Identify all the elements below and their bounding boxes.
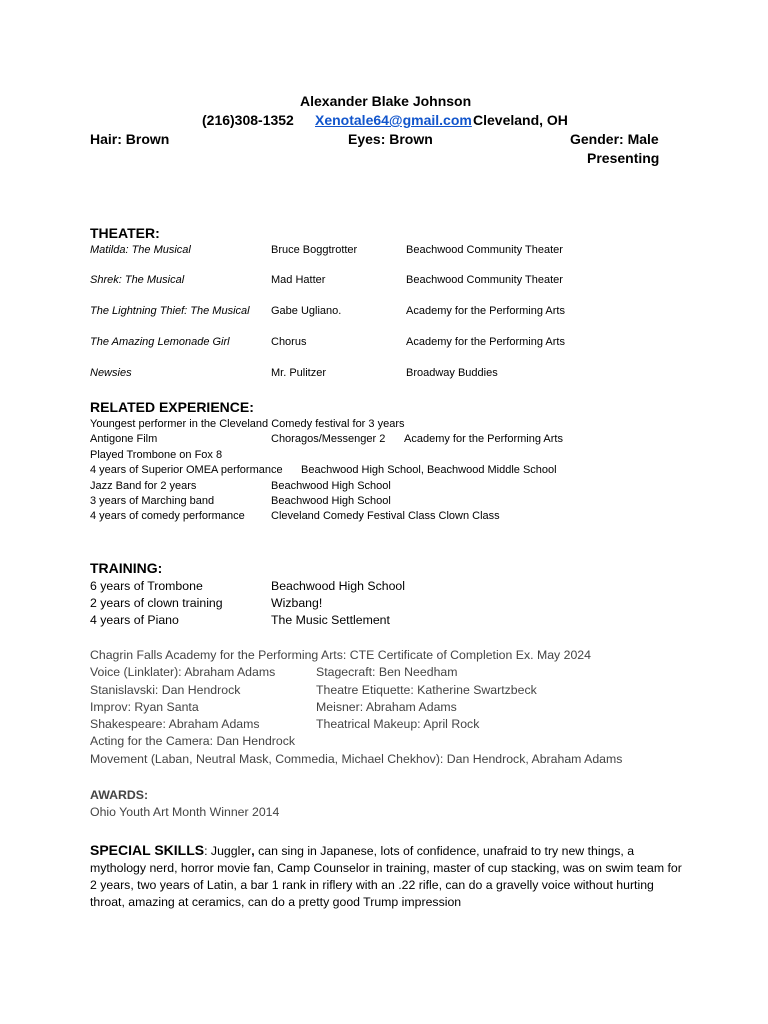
hair-color: Hair: Brown bbox=[90, 131, 170, 147]
related-line: 3 years of Marching band bbox=[90, 495, 215, 507]
gender-line-1: Gender: Male bbox=[570, 131, 659, 147]
related-line: 4 years of Superior OMEA performance bbox=[90, 464, 283, 476]
theater-show: Matilda: The Musical bbox=[90, 244, 191, 256]
training-place: The Music Settlement bbox=[271, 613, 390, 627]
award-item: Ohio Youth Art Month Winner 2014 bbox=[90, 805, 280, 819]
special-skills-first: : Juggler bbox=[204, 844, 252, 858]
related-line: Antigone Film bbox=[90, 433, 158, 445]
theater-heading: THEATER: bbox=[90, 225, 160, 241]
related-line: 4 years of comedy performance bbox=[90, 510, 245, 522]
academy-class: Shakespeare: Abraham Adams bbox=[90, 717, 260, 731]
training-heading: TRAINING: bbox=[90, 560, 163, 576]
training-item: 6 years of Trombone bbox=[90, 579, 203, 593]
theater-show: The Lightning Thief: The Musical bbox=[90, 305, 250, 317]
training-item: 2 years of clown training bbox=[90, 596, 223, 610]
related-company: Academy for the Performing Arts bbox=[404, 433, 563, 445]
related-company: Beachwood High School bbox=[271, 495, 391, 507]
related-company: Cleveland Comedy Festival Class Clown Class bbox=[271, 510, 500, 522]
training-place: Beachwood High School bbox=[271, 579, 405, 593]
related-experience-heading: RELATED EXPERIENCE: bbox=[90, 399, 254, 415]
related-line: Youngest performer in the Cleveland Comedy festival for 3 years bbox=[90, 418, 405, 430]
theater-role: Chorus bbox=[271, 336, 307, 348]
special-skills-comma: , bbox=[251, 844, 255, 858]
training-place: Wizbang! bbox=[271, 596, 323, 610]
academy-class: Meisner: Abraham Adams bbox=[316, 700, 457, 714]
theater-company: Academy for the Performing Arts bbox=[406, 305, 565, 317]
eye-color: Eyes: Brown bbox=[348, 131, 433, 147]
email-link[interactable]: Xenotale64@gmail.com bbox=[315, 112, 472, 128]
theater-company: Beachwood Community Theater bbox=[406, 244, 563, 256]
academy-class: Improv: Ryan Santa bbox=[90, 700, 199, 714]
special-skills bbox=[90, 842, 690, 911]
academy-class: Acting for the Camera: Dan Hendrock bbox=[90, 734, 296, 748]
academy-class: Theatrical Makeup: April Rock bbox=[316, 717, 480, 731]
training-item: 4 years of Piano bbox=[90, 613, 179, 627]
academy-class: Movement (Laban, Neutral Mask, Commedia, Michael Chekhov): Dan Hendrock, Abraham Adams bbox=[90, 752, 623, 766]
theater-company: Academy for the Performing Arts bbox=[406, 336, 565, 348]
theater-show: The Amazing Lemonade Girl bbox=[90, 336, 230, 348]
theater-role: Gabe Ugliano. bbox=[271, 305, 342, 317]
academy-class: Voice (Linklater): Abraham Adams bbox=[90, 665, 276, 679]
applicant-name: Alexander Blake Johnson bbox=[300, 93, 472, 109]
theater-role: Bruce Boggtrotter bbox=[271, 244, 358, 256]
awards-heading: AWARDS: bbox=[90, 788, 149, 802]
special-skills-text: can sing in Japanese, lots of confidence, unafraid to try new things, a mythology nerd, horror movie fan, Camp Counselor in training, master of cup stacking, was on swim team for 2 years, two years of Latin, a bar 1 rank in riflery with an .22 rifle, can do a gravelly voice without hurting throat, amazing at ceramics, can do a pretty good Trump impression bbox=[90, 844, 682, 909]
phone-number: (216)308-1352 bbox=[202, 112, 294, 128]
academy-class: Theatre Etiquette: Katherine Swartzbeck bbox=[316, 683, 537, 697]
related-line: Played Trombone on Fox 8 bbox=[90, 449, 223, 461]
academy-certificate: Chagrin Falls Academy for the Performing Arts: CTE Certificate of Completion Ex. May 2024 bbox=[90, 648, 591, 662]
theater-company: Beachwood Community Theater bbox=[406, 274, 563, 286]
city: Cleveland, OH bbox=[473, 112, 568, 128]
theater-role: Mr. Pulitzer bbox=[271, 367, 327, 379]
theater-show: Newsies bbox=[90, 367, 132, 379]
related-line: Jazz Band for 2 years bbox=[90, 480, 197, 492]
related-role: Choragos/Messenger 2 bbox=[271, 433, 386, 445]
theater-company: Broadway Buddies bbox=[406, 367, 498, 379]
special-skills-heading: SPECIAL SKILLS bbox=[90, 842, 205, 858]
academy-class: Stanislavski: Dan Hendrock bbox=[90, 683, 241, 697]
gender-line-2: Presenting bbox=[587, 150, 660, 166]
related-company: Beachwood High School bbox=[271, 480, 391, 492]
theater-role: Mad Hatter bbox=[271, 274, 326, 286]
related-company: Beachwood High School, Beachwood Middle School bbox=[301, 464, 557, 476]
theater-show: Shrek: The Musical bbox=[90, 274, 185, 286]
academy-class: Stagecraft: Ben Needham bbox=[316, 665, 458, 679]
